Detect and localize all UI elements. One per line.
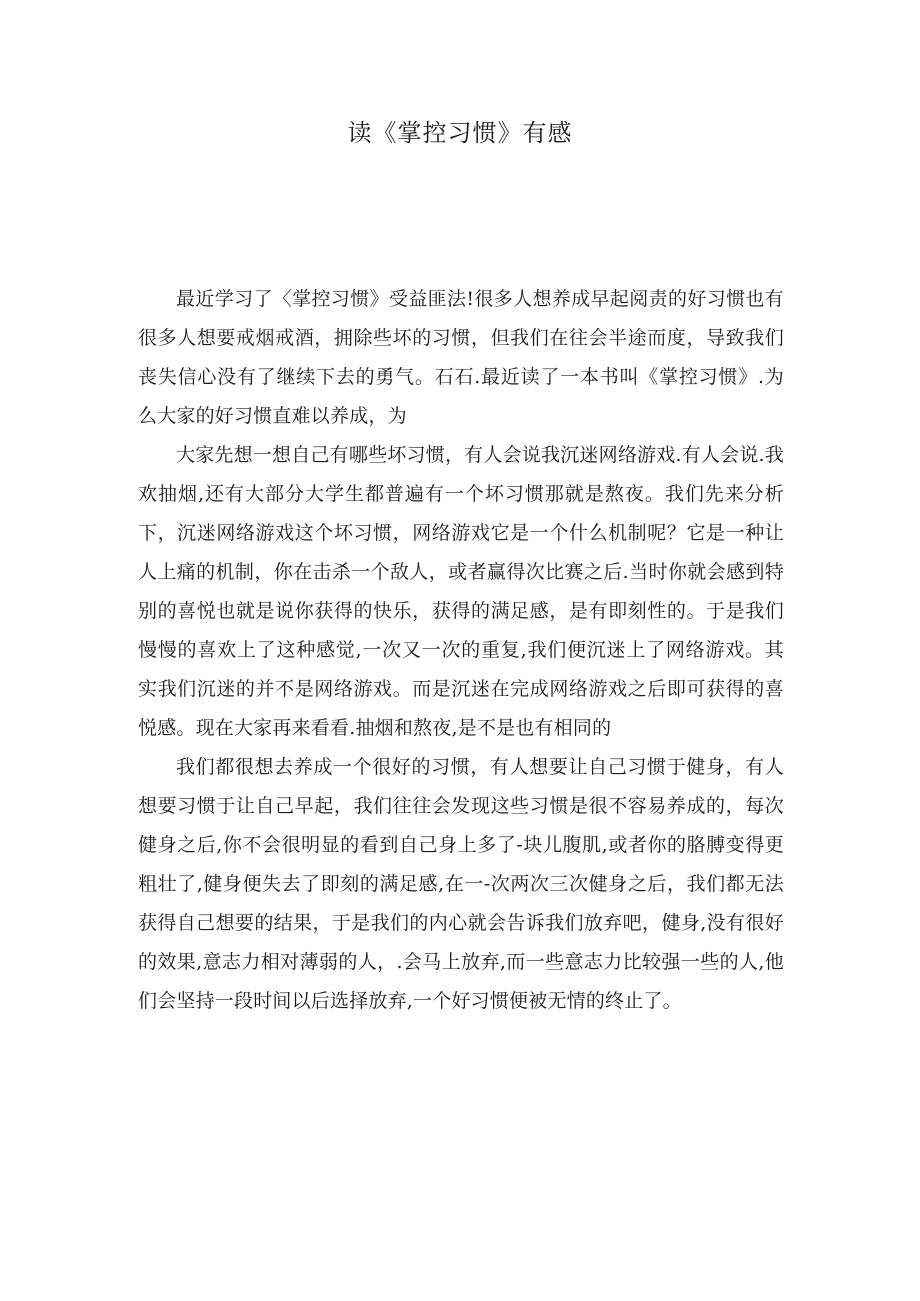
paragraph-3: 我们都很想去养成一个很好的习惯，有人想要让自己习惯于健身，有人想要习惯于让自己早起，我们往往会发现这些习惯是很不容易养成的，每次健身之后,你不会很明显的看到自己身上多了-块儿腹肌,或者你的胳膊变得更粗壮了,健身便失去了即刻的满足感,在一-次两次三次健身之后，我们都无法获得自己想要的结果，于是我们的内心就会告诉我们放弃吧，健身,没有很好的效果,意志力相对薄弱的人，.会马上放弃,而一些意志力比较强一些的人,他们会坚持一段时间以后选择放弃,一个好习惯便被无情的终止了。	[138, 756, 784, 1012]
paragraph-1: 最近学习了〈掌控习惯》受益匪法!很多人想养成早起阅责的好习惯也有很多人想要戒烟戒酒，拥除些坏的习惯，但我们在往会半途而度，导致我们丧失信心没有了继续下去的勇气。石石.最近读了一本书叫《掌控习惯》.为么大家的好习惯直难以养成，为	[138, 288, 784, 427]
document-body	[138, 280, 784, 1021]
document-title: 读《掌控习惯》有感	[347, 119, 573, 147]
paragraph-2: 大家先想一想自己有哪些坏习惯，有人会说我沉迷网络游戏.有人会说.我欢抽烟,还有大部分大学生都普遍有一个坏习惯那就是熬夜。我们先来分析下，沉迷网络游戏这个坏习惯，网络游戏它是一个什么机制呢？它是一种让人上痛的机制，你在击杀一个敌人，或者赢得次比赛之后.当时你就会感到特别的喜悦也就是说你获得的快乐，获得的满足感，是有即刻性的。于是我们慢慢的喜欢上了这种感觉,一次又一次的重复,我们便沉迷上了网络游戏。其实我们沉迷的并不是网络游戏。而是沉迷在完成网络游戏之后即可获得的喜悦感。现在大家再来看看.抽烟和熬夜,是不是也有相同的	[138, 444, 784, 739]
